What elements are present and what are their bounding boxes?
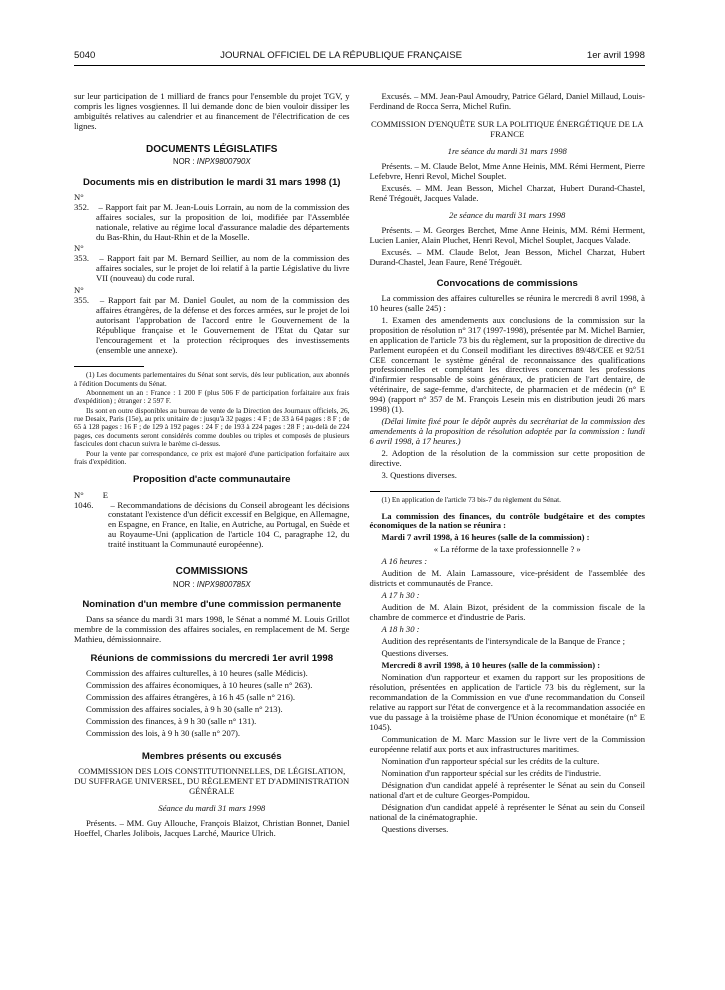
journal-title: JOURNAL OFFICIEL DE LA RÉPUBLIQUE FRANÇAISE xyxy=(220,50,463,61)
finances-mardi: Mardi 7 avril 1998, à 16 heures (salle de la commission) : xyxy=(381,532,590,543)
culturelles-intro: La commission des affaires culturelles se réunira le mercredi 8 avril 1998, à 10 heures (salle 245) : xyxy=(369,292,645,313)
two-column-body xyxy=(74,92,645,841)
finances-item: Communication de M. Marc Massion sur le livre vert de la Commission européenne relatif aux ports et aux infrastructures maritimes. xyxy=(369,733,645,754)
docs-nor-code: INPX9800790X xyxy=(196,157,251,167)
finances-a17: A 17 h 30 : xyxy=(381,590,420,601)
reunion-line: Commission des affaires étrangères, à 16 h 45 (salle n° 216). xyxy=(86,692,295,703)
footnote-rule xyxy=(370,491,440,492)
finances-item: Nomination d'un rapporteur spécial sur les crédits de l'industrie. xyxy=(381,767,602,778)
finances-item: Désignation d'un candidat appelé à représenter le Sénat au sein du Conseil national d'art et de culture Georges-Pompidou. xyxy=(369,779,645,800)
finances-item: Nomination d'un rapporteur spécial sur les crédits de la culture. xyxy=(381,755,600,766)
finances-a18: A 18 h 30 : xyxy=(381,624,420,635)
proposition-item xyxy=(74,491,350,551)
membres-title: Membres présents ou excusés xyxy=(141,750,282,762)
nomination-text: Dans sa séance du mardi 31 mars 1998, le Sénat a nommé M. Louis Grillot membre de la commission des affaires sociales, en remplacement de M. Serge Mathieu, démissionnaire. xyxy=(74,614,350,645)
reunion-line: Commission des affaires culturelles, à 10 heures (salle Médicis). xyxy=(86,668,308,679)
culturelles-item-2: 2. Adoption de la résolution de la commission sur cette proposition de directive. xyxy=(369,448,645,469)
distribution-title: Documents mis en distribution le mardi 31 mars 1998 (1) xyxy=(82,176,341,188)
seance-1: 1re séance du mardi 31 mars 1998 xyxy=(447,145,567,156)
document-number: N° 355. xyxy=(74,285,90,306)
reunion-line: Commission des finances, à 9 h 30 (salle n° 131). xyxy=(86,716,257,727)
finances-item: Désignation d'un candidat appelé à représenter le Sénat au sein du Conseil national de la cinématographie. xyxy=(369,801,645,822)
reunion-line: Commission des affaires sociales, à 9 h 30 (salle n° 213). xyxy=(86,704,283,715)
document-item xyxy=(74,193,350,243)
finances-a17-text: Audition de M. Alain Bizot, président de la commission fiscale de la chambre de commerce et d'industrie de Paris. xyxy=(369,602,645,623)
intro-paragraph: sur leur participation de 1 milliard de francs pour l'ensemble du projet TGV, y compris les lignes vosgiennes. Il lui demande donc de bien vouloir dissiper les ambiguïtés relatives au calendrier et au financement de l'électrification de ces lignes. xyxy=(74,91,350,131)
footnote-4: Pour la vente par correspondance, ce prix est majoré d'une participation forfaitaire aux frais d'expédition. xyxy=(74,448,350,467)
footnote-3: Ils sont en outre disponibles au bureau de vente de la Direction des Journaux officiels, 26, rue Desaix, Paris (15e), au prix unitaire de : jusqu'à 32 pages : 4 F ; de 33 à 64 pages : 8 F ; de 65 à 128 pages : 16 F ; de 129 à 192 pages : 24 F ; de 193 à 224 pages : 28 F ; au-delà de 224 pages, ces documents seront considérés comme doubles ou triples et composés de plusieurs fascicules dont chacun suivra le barème ci-dessus. xyxy=(74,405,350,449)
excuses-lois: Excusés. – MM. Jean-Paul Amoudry, Patrice Gélard, Daniel Millaud, Louis-Ferdinand de Rocca Serra, Michel Rufin. xyxy=(369,91,645,111)
docs-nor-label: NOR : xyxy=(172,157,195,167)
finances-questions-1: Questions diverses. xyxy=(381,648,449,659)
nomination-title: Nomination d'un membre d'une commission permanente xyxy=(82,598,342,610)
lois-seance: Séance du mardi 31 mars 1998 xyxy=(158,802,266,813)
finances-mercredi: Mercredi 8 avril 1998, à 10 heures (salle de la commission) : xyxy=(381,660,601,671)
footnote-1: (1) Les documents parlementaires du Sénat sont servis, dès leur publication, aux abonnés à l'édition Documents du Sénat. xyxy=(74,370,350,388)
document-text: – Rapport fait par M. Daniel Goulet, au nom de la commission des affaires étrangères, de la défense et des forces armées, sur le projet de loi autorisant l'approbation de l'accord entre le Gouvernement de la République française et le Gouvernement de l'Etat du Qatar sur l'encouragement et la protection réciproques des investissements (ensemble une annexe). xyxy=(96,295,350,356)
culturelles-item-3: 3. Questions diverses. xyxy=(381,470,457,481)
finances-intro: La commission des finances, du contrôle budgétaire et des comptes économiques de la nation se réunira : xyxy=(369,510,645,531)
presents-seance-2: Présents. – M. Georges Berchet, Mme Anne Heinis, MM. Rémi Herment, Lucien Lanier, Alain Pluchet, Henri Revol, Michel Souplet, Jacques Valade. xyxy=(369,224,645,245)
document-number: N° 352. xyxy=(74,191,90,212)
finances-a16: A 16 heures : xyxy=(381,556,428,567)
header-rule xyxy=(74,65,645,66)
finances-item: Nomination d'un rapporteur et examen du rapport sur les propositions de résolution, présentées en application de l'article 73 bis du règlement, sur la recommandation de la Commission en vue d'une recommandation du Conseil relative au rapport sur l'état de convergence et à la recommandation associée en vue du passage à la troisième phase de l'Union économique et monétaire (n° E 1045). xyxy=(369,672,645,732)
footnote-2: Abonnement un an : France : 1 200 F (plus 506 F de participation forfaitaire aux frais d'expédition) ; étranger : 2 597 F. xyxy=(74,387,350,406)
excuses-seance-2: Excusés. – MM. Claude Belot, Jean Besson, Michel Charzat, Hubert Durand-Chastel, Jean Faure, René Trégouët. xyxy=(369,246,645,267)
commissions-nor-label: NOR : xyxy=(172,579,195,589)
proposition-text: – Recommandations de décisions du Conseil abrogeant les décisions constatant l'existence d'un déficit excessif en Belgique, en Allemagne, en Espagne, en France, en Italie, en Autriche, au Portugal, en Suède et au Royaume-Uni (application de l'article 104 C, paragraphe 12, du traité instituant la Communauté européenne). xyxy=(108,499,350,550)
presents-seance-1: Présents. – M. Claude Belot, Mme Anne Heinis, MM. Rémi Herment, Pierre Lefebvre, Henri Revol, Michel Souplet. xyxy=(369,160,645,181)
footnotes xyxy=(74,371,350,466)
finances-a16-text: Audition de M. Alain Lamassoure, vice-président de l'assemblée des districts et communautés de France. xyxy=(369,568,645,589)
culturelles-footnote xyxy=(370,496,646,504)
finances-questions-2: Questions diverses. xyxy=(381,823,449,834)
convocations-title: Convocations de commissions xyxy=(436,277,578,289)
document-item xyxy=(74,244,350,284)
lois-commission-name: COMMISSION DES LOIS CONSTITUTIONNELLES, DE LÉGISLATION, DU SUFFRAGE UNIVERSEL, DU RÈGLEMENT ET D'ADMINISTRATION GÉNÉRALE xyxy=(74,766,350,797)
document-number: N° 353. xyxy=(74,243,90,264)
left-column xyxy=(74,92,350,841)
footnote-rule xyxy=(74,366,144,367)
proposition-number: N° E 1046. xyxy=(74,489,108,510)
page-number: 5040 xyxy=(74,50,96,61)
docs-nor xyxy=(74,157,350,166)
finances-reforme: « La réforme de la taxe professionnelle ? » xyxy=(433,544,581,555)
culturelles-delai: (Délai limite fixé pour le dépôt auprès du secrétariat de la commission des amendements à la proposition de résolution adoptée par la commission : lundi 6 avril 1998, à 17 heures.) xyxy=(369,416,645,447)
proposition-title: Proposition d'acte communautaire xyxy=(133,474,291,486)
seance-2: 2e séance du mardi 31 mars 1998 xyxy=(449,209,566,220)
document-text: – Rapport fait par M. Bernard Seillier, au nom de la commission des affaires sociales, sur le projet de loi relatif à la partie Législative du livre VII (nouveau) du code rural. xyxy=(96,253,350,284)
excuses-seance-1: Excusés. – MM. Jean Besson, Michel Charzat, Hubert Durand-Chastel, René Trégouët, Jacques Valade. xyxy=(369,182,645,203)
commissions-nor xyxy=(74,580,350,589)
document-text: – Rapport fait par M. Jean-Louis Lorrain, au nom de la commission des affaires sociales, sur la proposition de loi, modifiée par l'Assemblée nationale, relative au régime local d'assurance maladie des départements du Bas-Rhin, du Haut-Rhin et de la Moselle. xyxy=(96,201,350,242)
finances-a18-text: Audition des représentants de l'intersyndicale de la Banque de France ; xyxy=(381,636,626,647)
lois-presents: Présents. – MM. Guy Allouche, François Blaizot, Christian Bonnet, Daniel Hoeffel, Charles Jolibois, Jacques Larché, Maurice Ulrich. xyxy=(74,817,350,838)
commissions-title: COMMISSIONS xyxy=(175,566,248,578)
reunions-title: Réunions de commissions du mercredi 1er avril 1998 xyxy=(90,653,334,665)
footnote-text: (1) En application de l'article 73 bis-7 du règlement du Sénat. xyxy=(381,495,561,505)
docs-section-title: DOCUMENTS LÉGISLATIFS xyxy=(146,143,278,155)
issue-date: 1er avril 1998 xyxy=(586,50,645,61)
culturelles-item-1: 1. Examen des amendements aux conclusions de la commission sur la proposition de résolution n° 317 (1997-1998), présentée par M. Michel Barnier, en application de l'article 73 bis du règlement, sur la proposition de directive du Parlement européen et du Conseil modifiant les directives 89/48/CEE et 92/51 CEE concernant le système général de reconnaissance des qualifications professionnelles et complétant les directives concernant les professions d'infirmier responsable de soins généraux, de praticien de l'art dentaire, de vétérinaire, de sage-femme, d'architecte, de pharmacien et de médecin (n° E 994) (rapport n° 357 de M. François Lesein mis en distribution jeudi 26 mars 1998) (1). xyxy=(369,314,645,415)
enquete-commission-name: COMMISSION D'ENQUÊTE SUR LA POLITIQUE ÉNERGÉTIQUE DE LA FRANCE xyxy=(371,118,644,139)
reunion-line: Commission des lois, à 9 h 30 (salle n° 207). xyxy=(86,727,241,738)
reunion-line: Commission des affaires économiques, à 10 heures (salle n° 263). xyxy=(86,680,313,691)
page-header xyxy=(74,50,645,61)
commissions-nor-code: INPX9800785X xyxy=(196,579,251,589)
right-column xyxy=(370,92,646,841)
document-item xyxy=(74,286,350,356)
